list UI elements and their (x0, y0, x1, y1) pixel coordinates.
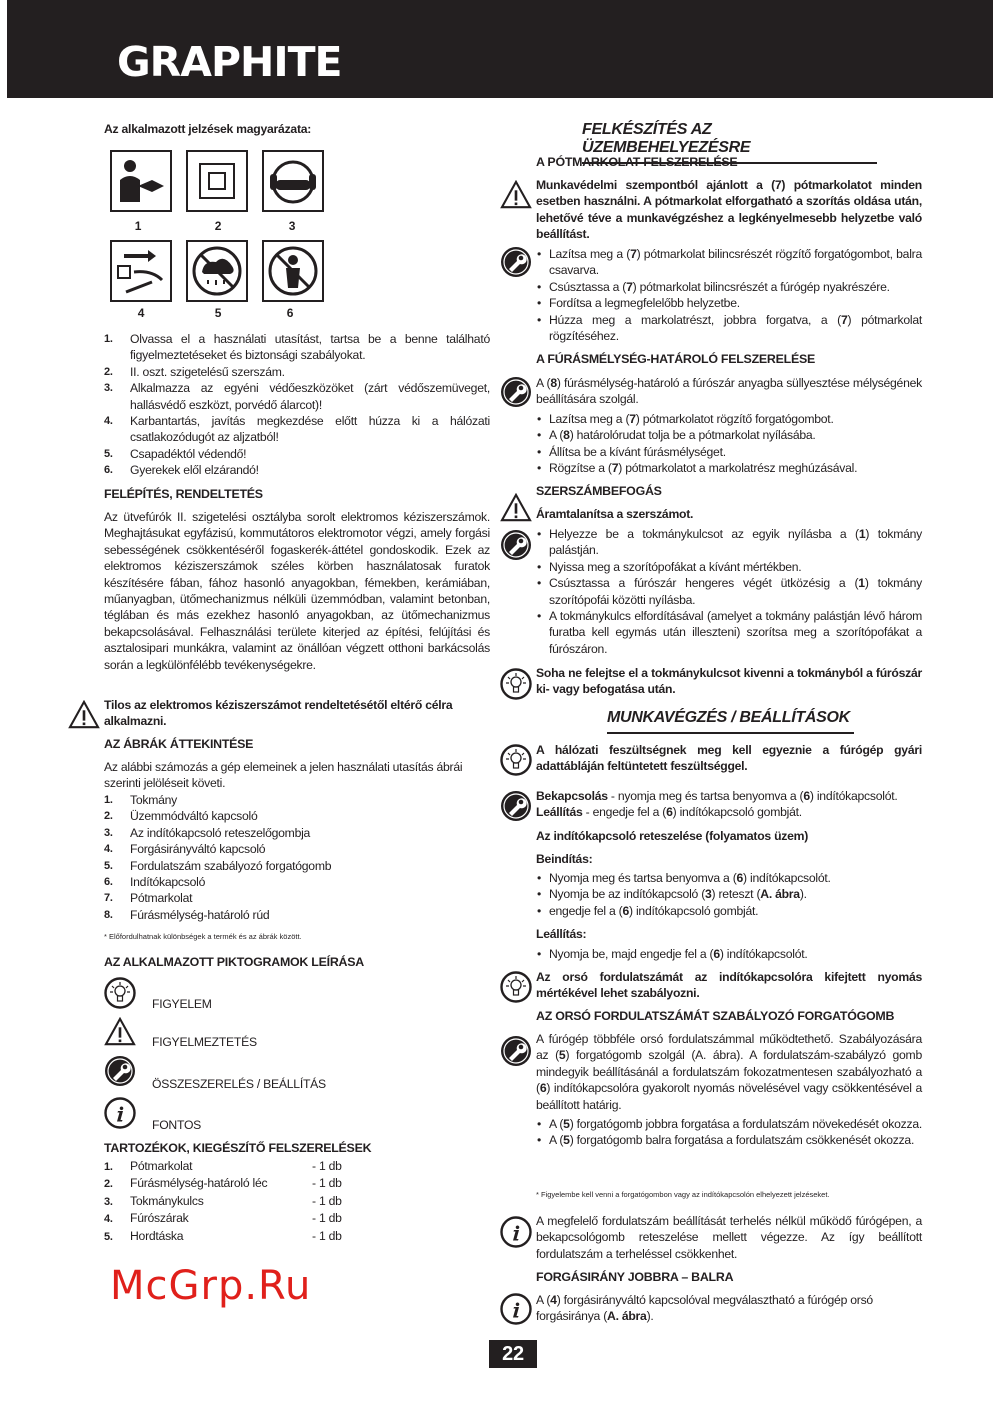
list-item (104, 331, 490, 364)
item-number: 3. (104, 826, 113, 839)
symbol-label: 6 (286, 306, 294, 320)
symbol-label: 5 (214, 306, 222, 320)
bold-ref: 7 (611, 461, 619, 476)
depth-stop-intro: A (8) fúrásmélység-határoló a fúrószár anyagba süllyesztése mélységének beállítására szolgál. (536, 376, 922, 407)
item-number: 8. (104, 908, 113, 921)
unplug-before-maintenance-icon (110, 240, 172, 302)
bold-ref: 6 (736, 871, 744, 885)
bold-ref: 6 (803, 789, 810, 803)
bullet-item: • Nyomja be, majd engedje fel a (6) indítókapcsolót. (536, 946, 922, 962)
bold-ref: 1 (858, 576, 865, 591)
pictogram-label: ÖSSZESZERELÉS / BEÁLLÍTÁS (152, 1077, 326, 1091)
lightbulb-icon (500, 744, 532, 776)
item-text: Fúrásmélység-határoló rúd (130, 907, 270, 922)
list-item (104, 907, 490, 923)
wrench-icon (500, 1035, 532, 1067)
list-item (104, 364, 490, 380)
symbol-label: 3 (288, 219, 296, 233)
bullet-item: • engedje fel a (6) indítókapcsoló gombját. (536, 903, 922, 919)
item-text: Forgásirányváltó kapcsoló (130, 842, 266, 857)
bullet-item: • Csúsztassa a (7) pótmarkolat bilincsrészét a fúrógép nyakrészére. (536, 279, 922, 295)
protect-from-rain-icon (186, 240, 248, 302)
item-number: 4. (104, 1213, 113, 1226)
item-name: Pótmarkolat (130, 1159, 193, 1173)
item-text: Üzemmódváltó kapcsoló (130, 809, 258, 824)
bullet-item: • Húzza meg a markolatrészt, jobbra forgatva, a (7) pótmarkolat rögzítéséhez. (536, 312, 922, 345)
bold-ref: 8 (550, 376, 557, 390)
start-steps (536, 870, 922, 919)
pictogram-label: FONTOS (152, 1118, 202, 1132)
item-number: 2. (104, 810, 113, 823)
bullet-item: • Nyissa meg a szorítópofákat a kívánt mértékben. (536, 559, 922, 575)
tool-clamping-heading: SZERSZÁMBEFOGÁS (536, 484, 662, 498)
lock-heading: Az indítókapcsoló reteszelése (folyamatos üzem) (536, 829, 809, 843)
bullet-item: • Lazítsa meg a (7) pótmarkolat bilincsrészét rögzítő forgatógombot, balra csavarva. (536, 246, 922, 279)
list-item (104, 858, 490, 874)
watermark: McGrp.Ru (110, 1263, 312, 1309)
bullet-item: • A (5) forgatógomb jobbra forgatása a fordulatszám növekedését okozza. (536, 1116, 922, 1132)
item-number: 6. (104, 464, 113, 477)
item-number: 5. (104, 859, 113, 872)
speed-heading: AZ ORSÓ FORDULATSZÁMÁT SZABÁLYOZÓ FORGATÓGOMB (536, 1009, 895, 1023)
tool-warning: Áramtalanítsa a szerszámot. (536, 507, 694, 521)
list-item (104, 462, 490, 478)
item-text: Az indítókapcsoló reteszelőgombja (130, 825, 311, 840)
list-item (104, 874, 490, 890)
item-quantity: - 1 db (312, 1159, 342, 1173)
list-item (104, 446, 490, 462)
bold-ref: 7 (840, 312, 848, 327)
keep-away-from-children-icon (262, 240, 324, 302)
bold-ref: 7 (629, 412, 636, 426)
figures-list (104, 792, 490, 923)
accessory-item (104, 1228, 404, 1245)
bold-ref: 6 (622, 903, 630, 918)
item-name: Fúrásmélység-határoló léc (130, 1176, 268, 1191)
lightbulb-icon (500, 668, 532, 700)
bullet-item: • Lazítsa meg a (7) pótmarkolatot rögzítő forgatógombot. (536, 411, 922, 427)
accessory-item (104, 1210, 404, 1227)
bullet-item: • Csúsztassa a fúrószár hengeres végét ütközésig a (1) tokmány szorítópofái közötti nyílásba. (536, 575, 922, 608)
info-icon (500, 1293, 532, 1325)
item-number: 2. (104, 1178, 113, 1191)
wrench-icon (500, 790, 532, 822)
bold-ref: 1 (858, 527, 866, 541)
info-icon (104, 1097, 136, 1129)
bold-ref: Leállítás (536, 805, 583, 820)
item-number: 3. (104, 1195, 113, 1208)
item-text: Karbantartás, javítás megkezdése előtt húzza ki a hálózati csatlakozódugót az aljzatból! (130, 414, 490, 445)
accessory-item (104, 1193, 404, 1210)
aux-handle-warning: Munkavédelmi szempontból ajánlott a (7) pótmarkolatot minden esetben használni. A pótmarkolat elforgatható a szorítás oldása után, lehetővé téve a munkavégzéshez a legkényelmesebb helyzetbe való beállítást. (536, 178, 922, 242)
bold-ref: 7 (630, 247, 637, 261)
protective-equipment-icon (262, 150, 324, 212)
aux-handle-heading: A PÓTMARKOLAT FELSZERELÉSE (536, 155, 738, 169)
bold-ref: 5 (563, 1117, 570, 1131)
bold-ref: 6 (666, 805, 673, 820)
misuse-warning: Tilos az elektromos kéziszerszámot rendeltetésétől eltérő célra alkalmazni. (104, 698, 453, 729)
item-text: Csapadéktól védendő! (130, 446, 247, 461)
depth-stop-steps (536, 411, 922, 477)
list-item (104, 841, 490, 857)
warning-triangle-icon (104, 1017, 136, 1047)
start-label: Beindítás: (536, 852, 593, 866)
item-text: Gyerekek elől elzárandó! (130, 463, 259, 478)
list-item (104, 792, 490, 808)
bold-ref: 3 (705, 887, 712, 902)
warning-triangle-icon (500, 493, 532, 523)
item-number: 2. (104, 365, 113, 378)
bullet-item: • Helyezze be a tokmánykulcsot az egyik nyílásba a (1) tokmány palástján. (536, 526, 922, 559)
header-bar (7, 0, 993, 98)
speed-note: Az orsó fordulatszámát az indítókapcsolóra kifejtett nyomás mértékével lehet szabályozni. (536, 970, 922, 1001)
symbol-label: 4 (137, 306, 145, 320)
bold-ref: 5 (563, 1133, 570, 1148)
speed-text: A fúrógép többféle orsó fordulatszámmal működtethető. Szabályozására az (5) forgatógomb szolgál (A. ábra). A fordulatszám-szabályzó gomb mindegyik beállításánál a fordulatszám fokozatmentesen szabályozható a (6) indítókapcsolóra gyakorolt nyomás növelésével vagy csökkentésével a beállított határig. (536, 1032, 922, 1112)
warning-triangle-icon (68, 700, 100, 730)
read-manual-icon (110, 150, 172, 212)
construction-text: Az ütvefúrók II. szigetelési osztályba sorolt elektromos kéziszerszámok. Meghajtásukat egyfázisú, kommutátoros elektromotor végzi, amely forgási sebességének csökkentéséről fogaskerék-áttétel gondoskodik. Ezek az elektromos kéziszerszámok széles körben használatosak furatok készítésére fában, fához hasonló anyagokban, fémekben, kerámiában, műanyagban, ütőmechanizmus nélküli üzemmódban, valamint betonban, téglában és más ezekhez hasonló anyagokban, az ütőmechanizmus bekapcsolásával. Felhasználási területe kiterjed az építési, felújítási és asztalosipari munkákra, valamint az önállóan végzett otthoni barkácsolás során a legkülönfélébb tevékenységekre. (104, 510, 490, 672)
item-text: Indítókapcsoló (130, 875, 206, 890)
figures-footnote: * Előfordulhatnak különbségek a termék és az ábrák között. (104, 932, 302, 941)
item-number: 5. (104, 1230, 113, 1243)
list-item (104, 825, 490, 841)
item-name: Tokmánykulcs (130, 1193, 204, 1208)
bold-ref: Bekapcsolás (536, 789, 608, 803)
item-number: 1. (104, 1161, 113, 1173)
accessories-heading: TARTOZÉKOK, KIEGÉSZÍTŐ FELSZERELÉSEK (104, 1141, 372, 1155)
item-text: II. oszt. szigetelésű szerszám. (130, 364, 285, 379)
item-text: Fordulatszám szabályozó forgatógomb (130, 858, 332, 873)
item-quantity: - 1 db (312, 1193, 342, 1208)
construction-heading: FELÉPÍTÉS, RENDELTETÉS (104, 487, 263, 501)
bold-ref: A. ábra (607, 1309, 647, 1324)
item-text: Olvassa el a használati utasítást, tartsa be a benne található figyelmeztetéseket és biztonsági szabályokat. (130, 332, 490, 363)
lightbulb-icon (104, 977, 136, 1009)
list-item (104, 808, 490, 824)
work-section-title: MUNKAVÉGZÉS / BEÁLLÍTÁSOK (607, 709, 854, 734)
bold-ref: 5 (558, 1048, 566, 1063)
accessory-item (104, 1175, 404, 1192)
bullet-item: • Fordítsa a legmegfelelőbb helyzetbe. (536, 295, 922, 311)
pictogram-label: FIGYELEM (152, 997, 212, 1011)
prep-section-title: FELKÉSZÍTÉS AZ ÜZEMBEHELYEZÉSRE (582, 121, 877, 164)
item-name: Hordtáska (130, 1228, 184, 1243)
item-number: 7. (104, 892, 113, 905)
list-item (104, 890, 490, 906)
chuck-key-note: Soha ne felejtse el a tokmánykulcsot kivenni a tokmányból a fúrószár ki- vagy befogatása után. (536, 666, 922, 697)
pictograms-heading: AZ ALKALMAZOTT PIKTOGRAMOK LEÍRÁSA (104, 955, 364, 969)
item-quantity: - 1 db (312, 1176, 342, 1191)
bullet-item: • A (5) forgatógomb balra forgatása a fordulatszám csökkenését okozza. (536, 1132, 922, 1148)
aux-handle-steps (536, 246, 922, 344)
figures-heading: AZ ÁBRÁK ÁTTEKINTÉSE (104, 737, 254, 751)
info-icon (500, 1216, 532, 1248)
bold-ref: 7 (626, 279, 633, 294)
voltage-note: A hálózati feszültségnek meg kell egyeznie a fúrógép gyári adattábláján feltüntetett feszültséggel. (536, 743, 922, 774)
accessories-list (104, 1158, 404, 1245)
bold-ref: 8 (563, 428, 570, 443)
speed-steps (536, 1116, 922, 1149)
symbols-list (104, 331, 490, 479)
wrench-icon (104, 1055, 136, 1087)
item-number: 5. (104, 447, 113, 460)
item-text: Tokmány (130, 793, 178, 807)
item-name: Fúrószárak (130, 1211, 189, 1226)
stop-steps (536, 946, 922, 962)
bold-ref: 6 (539, 1081, 547, 1096)
bullet-item: • Nyomja be az indítókapcsoló (3) reteszt (A. ábra). (536, 886, 922, 902)
wrench-icon (500, 246, 532, 278)
bullet-item: • Rögzítse a (7) pótmarkolatot a markolatrész meghúzásával. (536, 460, 922, 476)
symbol-label: 1 (134, 219, 142, 233)
item-number: 4. (104, 843, 113, 856)
bullet-item: • Nyomja meg és tartsa benyomva a (6) indítókapcsolót. (536, 870, 922, 886)
item-number: 6. (104, 876, 113, 889)
speed-footnote: * Figyelembe kell venni a forgatógombon vagy az indítókapcsolón elhelyezett jelzéseket. (536, 1190, 830, 1199)
bold-ref: A. ábra (760, 887, 800, 902)
bullet-item: • Állítsa be a kívánt fúrásmélységet. (536, 444, 922, 460)
symbol-label: 2 (214, 219, 222, 233)
wrench-icon (500, 529, 532, 561)
symbols-title: Az alkalmazott jelzések magyarázata: (104, 122, 312, 136)
pictogram-label: FIGYELMEZTETÉS (152, 1035, 257, 1049)
item-text: Alkalmazza az egyéni védőeszközöket (zárt védőszemüveget, hallásvédő eszközt, porvédő álarcot)! (130, 381, 490, 412)
list-item (104, 413, 490, 446)
bullet-item: • A tokmánykulcs elfordításával (amelyet a tokmány palástján lévő három furatba kell egymás után illeszteni) szorítsa meg a szorítópofákat a fúrószáron. (536, 608, 922, 657)
wrench-icon (500, 376, 532, 408)
class-ii-insulation-icon (186, 150, 248, 212)
item-number: 4. (104, 415, 113, 428)
bold-ref: 4 (550, 1293, 557, 1307)
item-number: 1. (104, 794, 113, 806)
bold-ref: 6 (713, 947, 720, 961)
lightbulb-icon (500, 971, 532, 1003)
stop-label: Leállítás: (536, 927, 587, 941)
page-number: 22 (489, 1340, 537, 1368)
switch-text: Bekapcsolás - nyomja meg és tartsa benyomva a (6) indítókapcsolót. Leállítás - engedje fel a (6) indítókapcsoló gombját. (536, 789, 898, 820)
figures-intro: Az alábbi számozás a gép elemeinek a jelen használati utasítás ábrái szerinti jelöléseit követi. (104, 760, 463, 791)
item-quantity: - 1 db (312, 1211, 342, 1226)
speed-info: A megfelelő fordulatszám beállítását terhelés nélkül működő fúrógépen, a bekapcsológomb reteszelése mellett végezze. Az így beállított fordulatszám a terheléssel csökkenhet. (536, 1214, 922, 1261)
bullet-item: • A (8) határolórudat tolja be a pótmarkolat nyílásába. (536, 427, 922, 443)
depth-stop-heading: A FÚRÁSMÉLYSÉG-HATÁROLÓ FELSZERELÉSE (536, 352, 815, 366)
item-quantity: - 1 db (312, 1228, 342, 1243)
list-item (104, 380, 490, 413)
warning-triangle-icon (500, 180, 532, 210)
tool-clamping-steps (536, 526, 922, 657)
item-text: Pótmarkolat (130, 891, 193, 906)
direction-text: A (4) forgásirányváltó kapcsolóval megválasztható a fúrógép orsó forgásiránya (A. ábra). (536, 1293, 873, 1324)
direction-heading: FORGÁSIRÁNY JOBBRA – BALRA (536, 1270, 734, 1284)
item-number: 1. (104, 333, 113, 345)
accessory-item (104, 1158, 404, 1175)
graphite-logo: GRAPHITE (117, 38, 342, 86)
item-number: 3. (104, 382, 113, 395)
